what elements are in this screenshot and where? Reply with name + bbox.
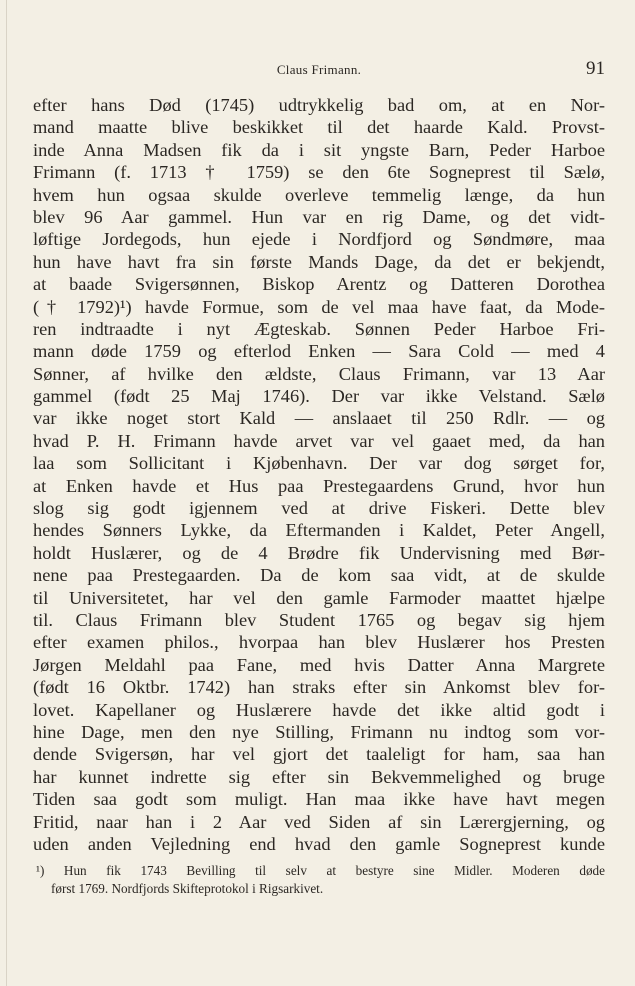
text-line: († 1792)¹) havde Formue, som de vel maa have faat, da Mode-: [33, 296, 605, 317]
text-line: nene paa Prestegaarden. Da de kom saa vidt, at de skulde: [33, 565, 605, 586]
text-line: Frimann (f. 1713 † 1759) se den 6te Sogneprest til Sælø,: [33, 162, 605, 183]
text-line: løftige Jordegods, hun ejede i Nordfjord og Søndmøre, maa: [33, 229, 605, 250]
text-line: har kunnet indrette sig efter sin Bekvemmelighed og bruge: [33, 766, 605, 787]
text-line: Sønner, af hvilke den ældste, Claus Frimann, var 13 Aar: [33, 363, 605, 384]
text-line: efter hans Død (1745) udtrykkelig bad om, at en Nor-: [33, 95, 605, 115]
page-header: [33, 58, 605, 82]
text-line: hvad P. H. Frimann havde arvet var vel gaaet med, da han: [33, 430, 605, 451]
footnote-line: først 1769. Nordfjords Skifteprotokol i Rigsarkivet.: [51, 881, 324, 896]
text-line: slog sig godt igjennem ved at drive Fiskeri. Dette blev: [33, 498, 605, 519]
text-line: hendes Sønners Lykke, da Eftermanden i Kaldet, Peter Angell,: [33, 520, 605, 541]
text-line: ren indtraadte i nyt Ægteskab. Sønnen Peder Harboe Fri-: [33, 318, 605, 339]
text-line: hvem hun ogsaa skulde overleve temmelig længe, da hun: [33, 184, 605, 205]
text-line: lovet. Kapellaner og Huslærere havde det ikke altid godt i: [33, 699, 605, 720]
text-line: gammel (født 25 Maj 1746). Der var ikke Velstand. Sælø: [33, 386, 605, 407]
text-line: laa som Sollicitant i Kjøbenhavn. Der var dog sørget for,: [33, 453, 605, 474]
footnote-line: ¹) Hun fik 1743 Bevilling til selv at bestyre sine Midler. Moderen døde: [36, 863, 605, 878]
text-line: at baade Svigersønnen, Biskop Arentz og Datteren Dorothea: [33, 274, 605, 295]
page-edge: [6, 0, 7, 986]
text-line: (født 16 Oktbr. 1742) han straks efter sin Ankomst blev for-: [33, 677, 605, 698]
text-line: hine Dage, men den nye Stilling, Frimann nu indtog som vor-: [33, 721, 605, 742]
text-line: mann døde 1759 og efterlod Enken — Sara Cold — med 4: [33, 341, 605, 362]
text-line: mand maatte blive beskikket til det haarde Kald. Provst-: [33, 117, 605, 138]
running-title: Claus Frimann.: [276, 62, 362, 77]
text-line: at Enken havde et Hus paa Prestegaardens Grund, hvor hun: [33, 475, 605, 496]
text-line: var ikke noget stort Kald — anslaaet til 250 Rdlr. — og: [33, 408, 605, 429]
text-line: til Universitetet, har vel den gamle Farmoder maattet hjælpe: [33, 587, 605, 608]
text-line: inde Anna Madsen fik da i sit yngste Barn, Peder Harboe: [33, 139, 605, 160]
text-line: holdt Huslærer, og de 4 Brødre fik Undervisning med Bør-: [33, 542, 605, 563]
text-line: dende Svigersøn, har vel gjort det taaleligt for ham, saa han: [33, 744, 605, 765]
text-line: til. Claus Frimann blev Student 1765 og begav sig hjem: [33, 609, 605, 630]
text-line: Tiden saa godt som muligt. Han maa ikke have havt megen: [33, 789, 605, 810]
body-text: [33, 94, 605, 855]
text-line: blev 96 Aar gammel. Hun var en rig Dame, og det vidt-: [33, 206, 605, 227]
page-number: 91: [586, 58, 605, 79]
text-line: efter examen philos., hvorpaa han blev Huslærer hos Presten: [33, 632, 605, 653]
footnote: [33, 862, 605, 898]
text-line: hun have havt fra sin første Mands Dage, da det er bekjendt,: [33, 251, 605, 272]
text-line: Fritid, naar han i 2 Aar ved Siden af sin Lærergjerning, og: [33, 811, 605, 832]
text-line: uden anden Vejledning end hvad den gamle Sogneprest kunde: [33, 833, 605, 854]
text-line: Jørgen Meldahl paa Fane, med hvis Datter Anna Margrete: [33, 654, 605, 675]
